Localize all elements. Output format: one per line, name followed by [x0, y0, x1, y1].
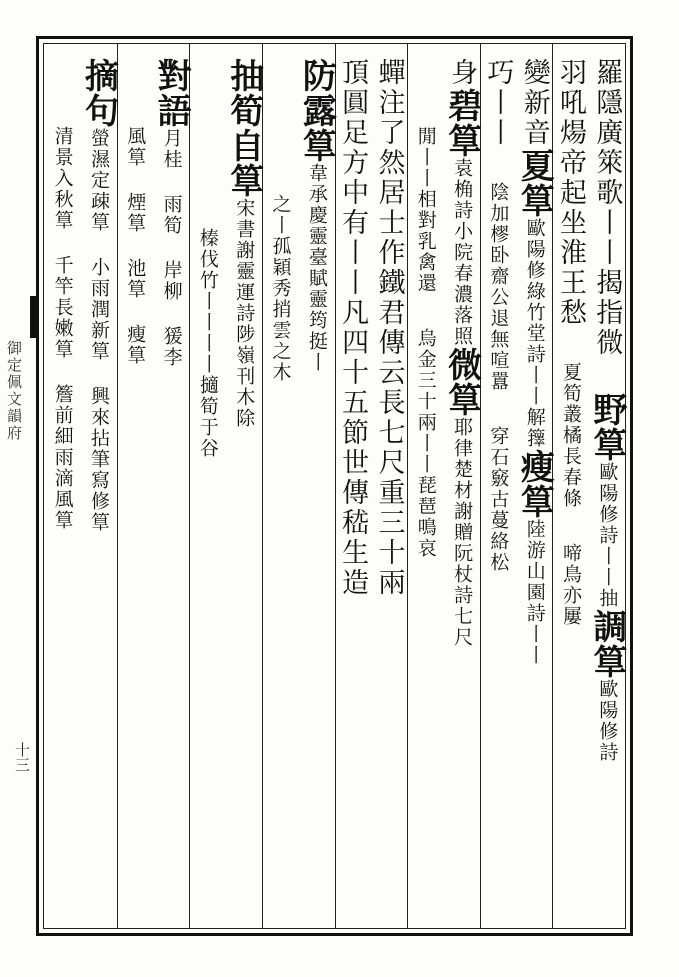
entry-heading: 摘句 [78, 58, 119, 128]
entry-heading: 防露筸 [296, 58, 337, 163]
text-column [117, 58, 153, 366]
text-column [586, 58, 627, 763]
annotation-text: 袁桷詩小院春濃落照 [451, 158, 474, 347]
text-column [407, 58, 443, 559]
entry-heading: 夏筸 [514, 148, 555, 218]
body-text: 羽吼煬帝起坐淮王愁 [555, 58, 587, 328]
annotation-text: 韋承慶靈臺賦靈筠挺丨 [305, 163, 328, 373]
annotation-text: 穿石竅古蔓絡松 [487, 426, 510, 573]
annotation-text: 陰加樛卧齋公退無喧囂 [487, 182, 510, 392]
body-text: 頂圓足方中有丨丨凡四十五節世傳嵇生造 [337, 58, 369, 598]
entry-heading: 瘦筸 [514, 449, 555, 519]
annotation-text: 歐陽修詩丨丨抽 [596, 462, 619, 609]
annotation-text: 宋書謝靈運詩陟嶺刊木除 [233, 198, 256, 429]
annotation-text: 耶律楚材謝贈阮杖詩七尺 [451, 417, 474, 648]
annotation-text: 歐陽修詩 [596, 679, 619, 763]
body-text: 巧丨丨 [482, 58, 514, 148]
annotation-text: 烏金三十兩丨丨琵琶鳴哀 [414, 328, 437, 559]
text-column [151, 58, 192, 368]
entry-heading: 抽筍自筸 [223, 58, 264, 198]
text-column [480, 58, 516, 573]
text-column [223, 58, 264, 429]
text-block [43, 43, 626, 929]
body-text: 身 [446, 58, 478, 88]
entry-heading: 碧筸 [441, 88, 482, 158]
margin-book-title: 御定佩文韻府 [5, 340, 23, 442]
annotation-text: 清景入秋筸 千竿長嫩筸 簷前細雨滴風筸 [51, 126, 74, 531]
annotation-text: 啼鳥亦屢 [560, 543, 583, 627]
text-column [262, 58, 298, 383]
entry-heading: 調筸 [586, 609, 627, 679]
annotation-text: 陸游山園詩丨丨 [523, 519, 546, 666]
entry-heading: 微筸 [441, 347, 482, 417]
annotation-text: 風筸 煙筸 池筸 瘦筸 [124, 126, 147, 366]
annotation-text: 螢濕定疎筸 小雨潤新筸 興來拈筆寫修筸 [87, 128, 110, 533]
text-column [514, 58, 555, 666]
text-column [296, 58, 337, 373]
annotation-text: 歐陽修綠竹堂詩丨丨解籜 [523, 218, 546, 449]
text-column [189, 58, 225, 459]
text-column [335, 58, 371, 598]
text-column [44, 58, 80, 531]
body-text: 羅隱廣箂歌丨丨揭指微 [591, 58, 623, 358]
text-column [78, 58, 119, 533]
entry-heading: 野筸 [586, 392, 627, 462]
body-text: 蟬注了然居士作鐵君傳云長七尺重三十兩 [373, 58, 405, 598]
text-column [441, 58, 482, 648]
page-number: 十三 [13, 742, 31, 772]
entry-heading: 對語 [151, 58, 192, 128]
text-column [371, 58, 407, 598]
annotation-text: 榛伐竹丨丨丨丨擿筍于谷 [196, 228, 219, 459]
annotation-text: 月桂 雨筍 岸柳 猨李 [160, 128, 183, 368]
annotation-text: 閒丨丨相對乳禽還 [414, 126, 437, 294]
annotation-text: 之丨孤穎秀捎雲之木 [269, 194, 292, 383]
text-column [553, 58, 589, 627]
annotation-text: 夏筍叢橘長春條 [560, 362, 583, 509]
body-text: 變新音 [518, 58, 550, 148]
text-frame [36, 36, 633, 936]
